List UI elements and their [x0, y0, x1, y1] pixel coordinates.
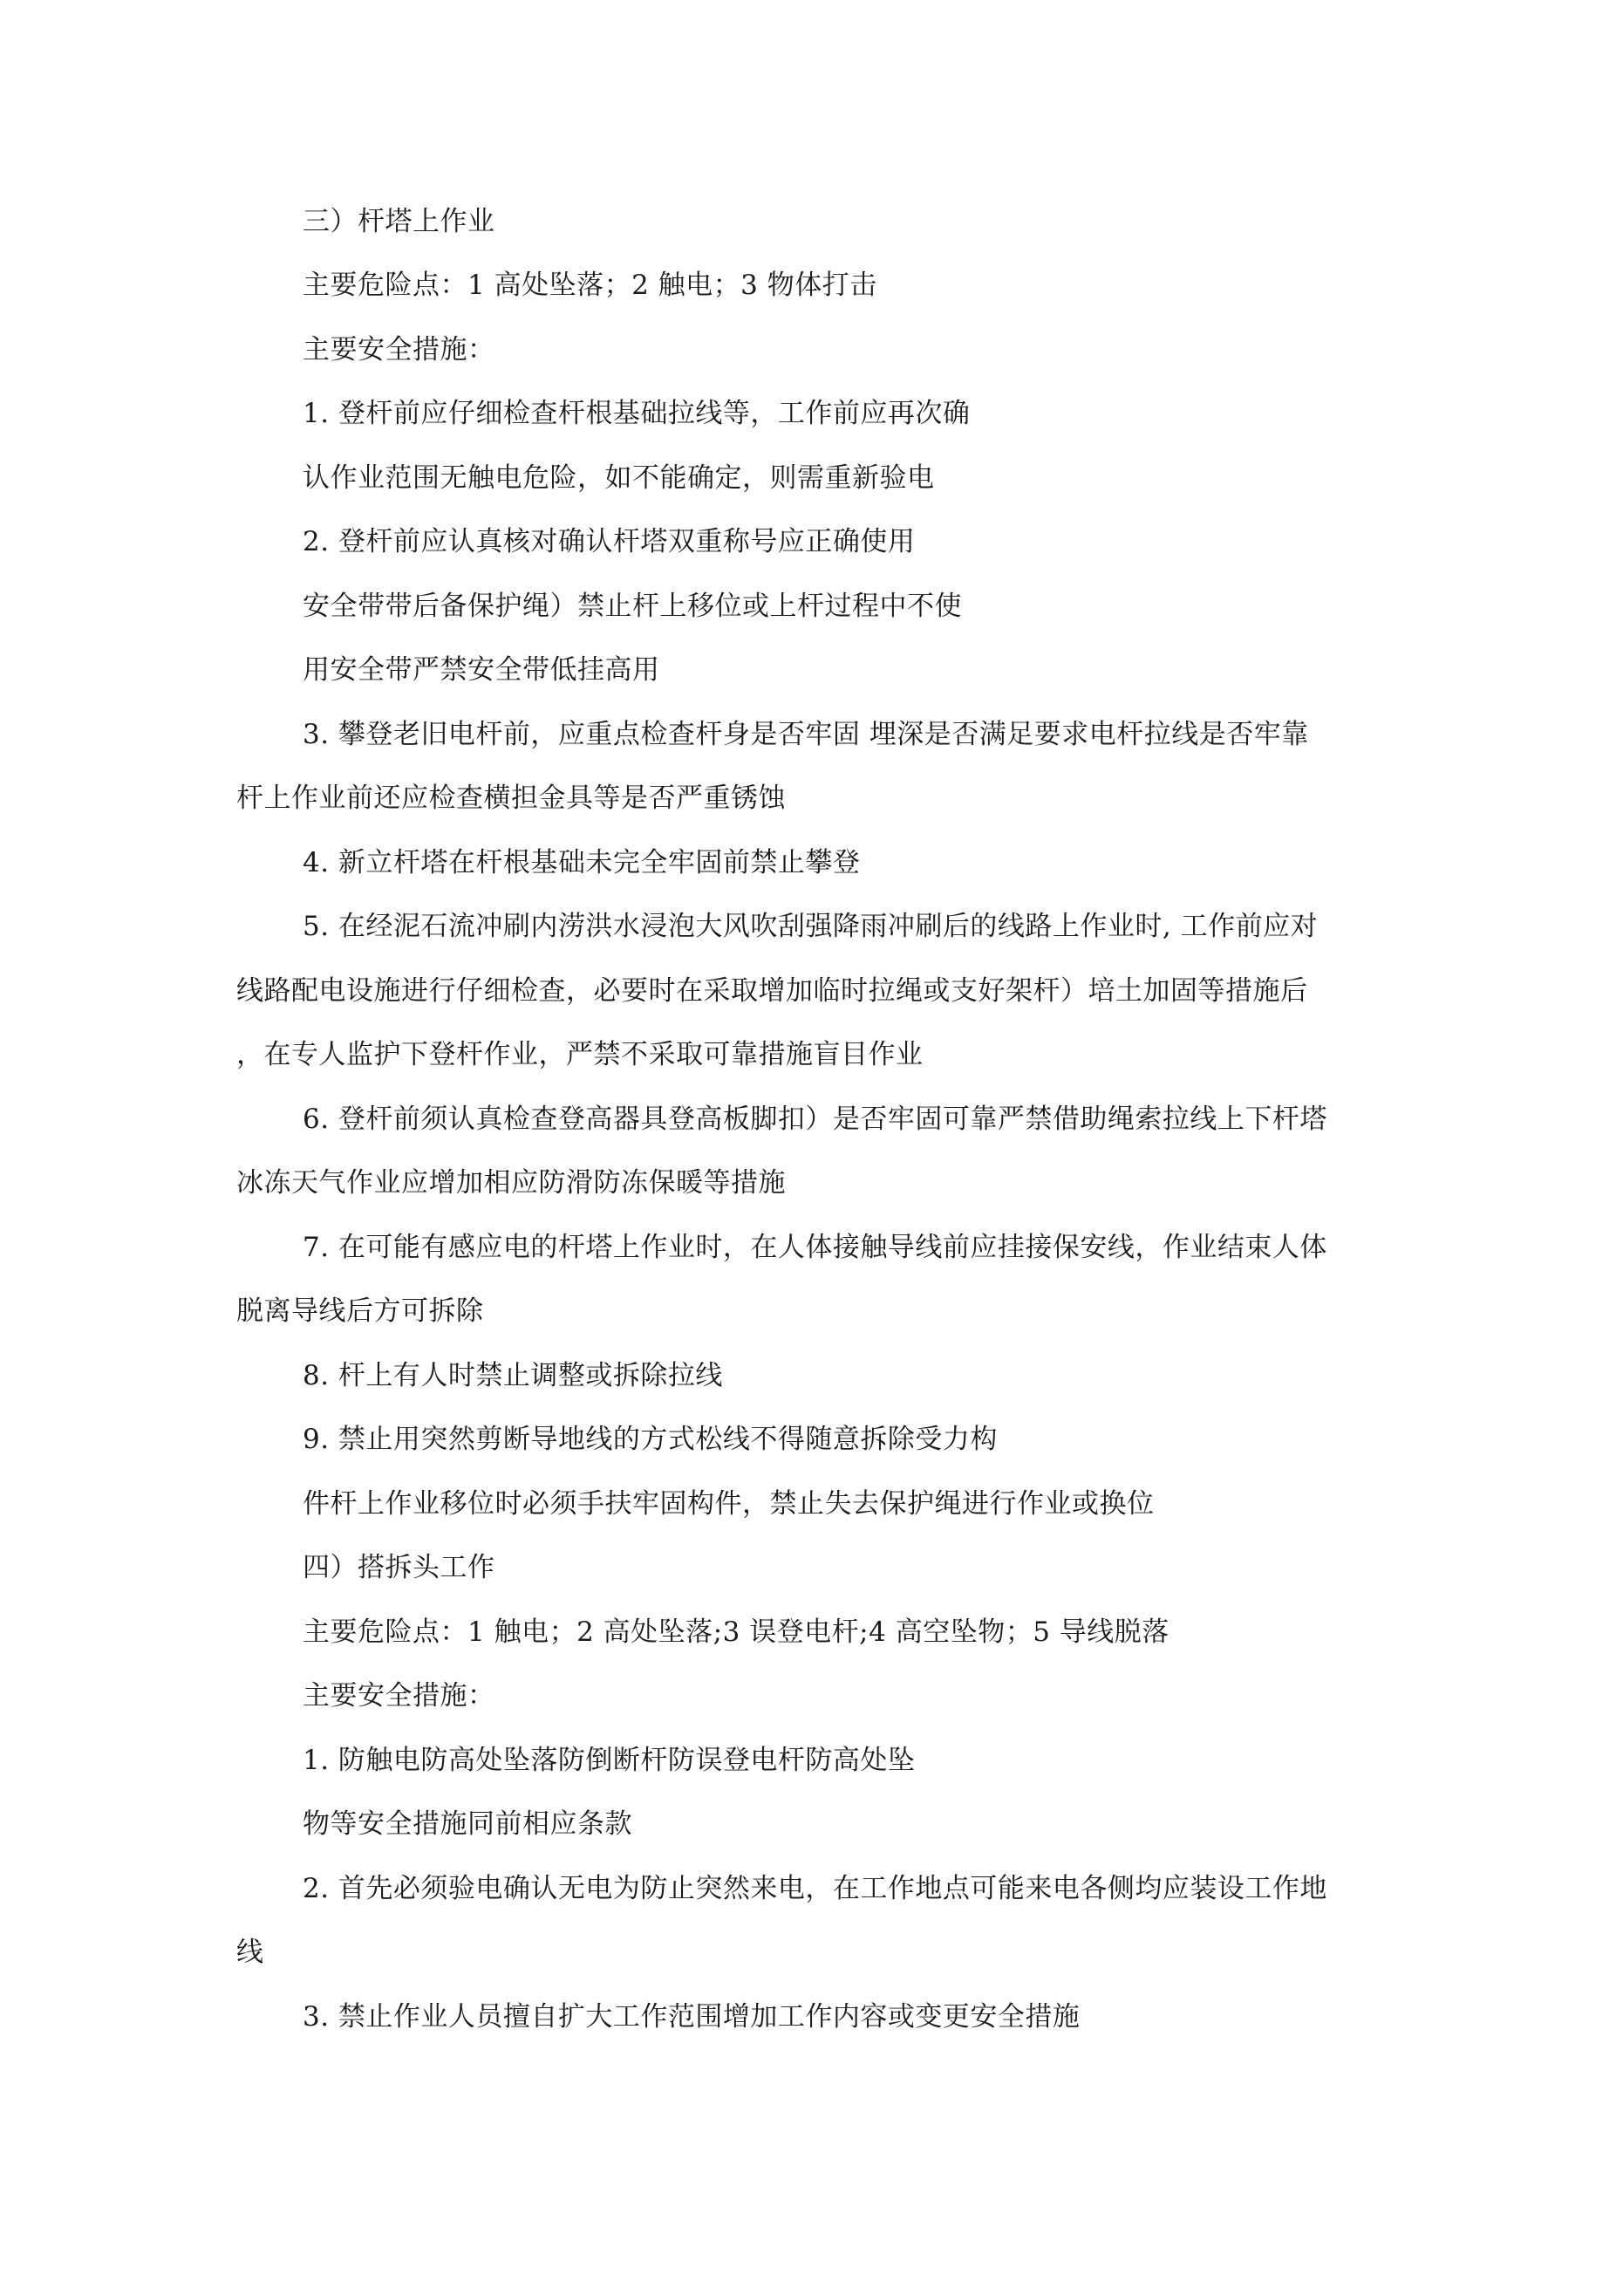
text-line: 3. 禁止作业人员擅自扩大工作范围增加工作内容或变更安全措施 [303, 2001, 1081, 2033]
section-heading: 四）搭拆头工作 [303, 1552, 495, 1583]
text-line: 1. 防触电防高处坠落防倒断杆防误登电杆防高处坠 [303, 1745, 916, 1776]
text-line: 3. 攀登老旧电杆前，应重点检查杆身是否牢固 埋深是否满足要求电杆拉线是否牢靠 [303, 719, 1309, 750]
measures-heading: 主要安全措施： [303, 334, 495, 366]
measures-heading: 主要安全措施： [303, 1680, 495, 1712]
section-heading: 三）杆塔上作业 [303, 206, 495, 237]
text-line: 4. 新立杆塔在杆根基础未完全牢固前禁止攀登 [303, 847, 861, 878]
text-line: 安全带带后备保护绳）禁止杆上移位或上杆过程中不使 [303, 591, 962, 622]
text-line: 7. 在可能有感应电的杆塔上作业时，在人体接触导线前应挂接保安线，作业结束人体 [303, 1232, 1327, 1263]
hazard-points: 主要危险点：1 触电；2 高处坠落;3 误登电杆;4 高空坠物；5 导线脱落 [303, 1616, 1170, 1648]
text-line: 用安全带严禁安全带低挂高用 [303, 654, 660, 686]
text-line: 5. 在经泥石流冲刷内涝洪水浸泡大风吹刮强降雨冲刷后的线路上作业时, 工作前应对 [303, 911, 1319, 942]
text-line: 1. 登杆前应仔细检查杆根基础拉线等，工作前应再次确 [303, 398, 971, 429]
text-line: 冰冻天气作业应增加相应防滑防冻保暖等措施 [236, 1167, 786, 1199]
text-line: 认作业范围无触电危险，如不能确定，则需重新验电 [303, 462, 935, 494]
text-line: 杆上作业前还应检查横担金具等是否严重锈蚀 [236, 782, 786, 814]
text-line: 2. 登杆前应认真核对确认杆塔双重称号应正确使用 [303, 526, 916, 557]
text-line: 2. 首先必须验电确认无电为防止突然来电，在工作地点可能来电各侧均应装设工作地 [303, 1873, 1327, 1904]
text-line: 6. 登杆前须认真检查登高器具登高板脚扣）是否牢固可靠严禁借助绳索拉线上下杆塔 [303, 1104, 1327, 1135]
text-line: 9. 禁止用突然剪断导地线的方式松线不得随意拆除受力构 [303, 1424, 998, 1455]
text-line: 物等安全措施同前相应条款 [303, 1808, 632, 1840]
text-line: 脱离导线后方可拆除 [236, 1295, 484, 1327]
text-line: 件杆上作业移位时必须手扶牢固构件，禁止失去保护绳进行作业或换位 [303, 1488, 1155, 1520]
text-line: 8. 杆上有人时禁止调整或拆除拉线 [303, 1360, 723, 1391]
text-line: ，在专人监护下登杆作业，严禁不采取可靠措施盲目作业 [236, 1039, 924, 1070]
hazard-points: 主要危险点：1 高处坠落；2 触电；3 物体打击 [303, 270, 877, 301]
text-line: 线 [236, 1937, 264, 1968]
text-line: 线路配电设施进行仔细检查，必要时在采取增加临时拉绳或支好架杆）培土加固等措施后 [236, 975, 1308, 1007]
